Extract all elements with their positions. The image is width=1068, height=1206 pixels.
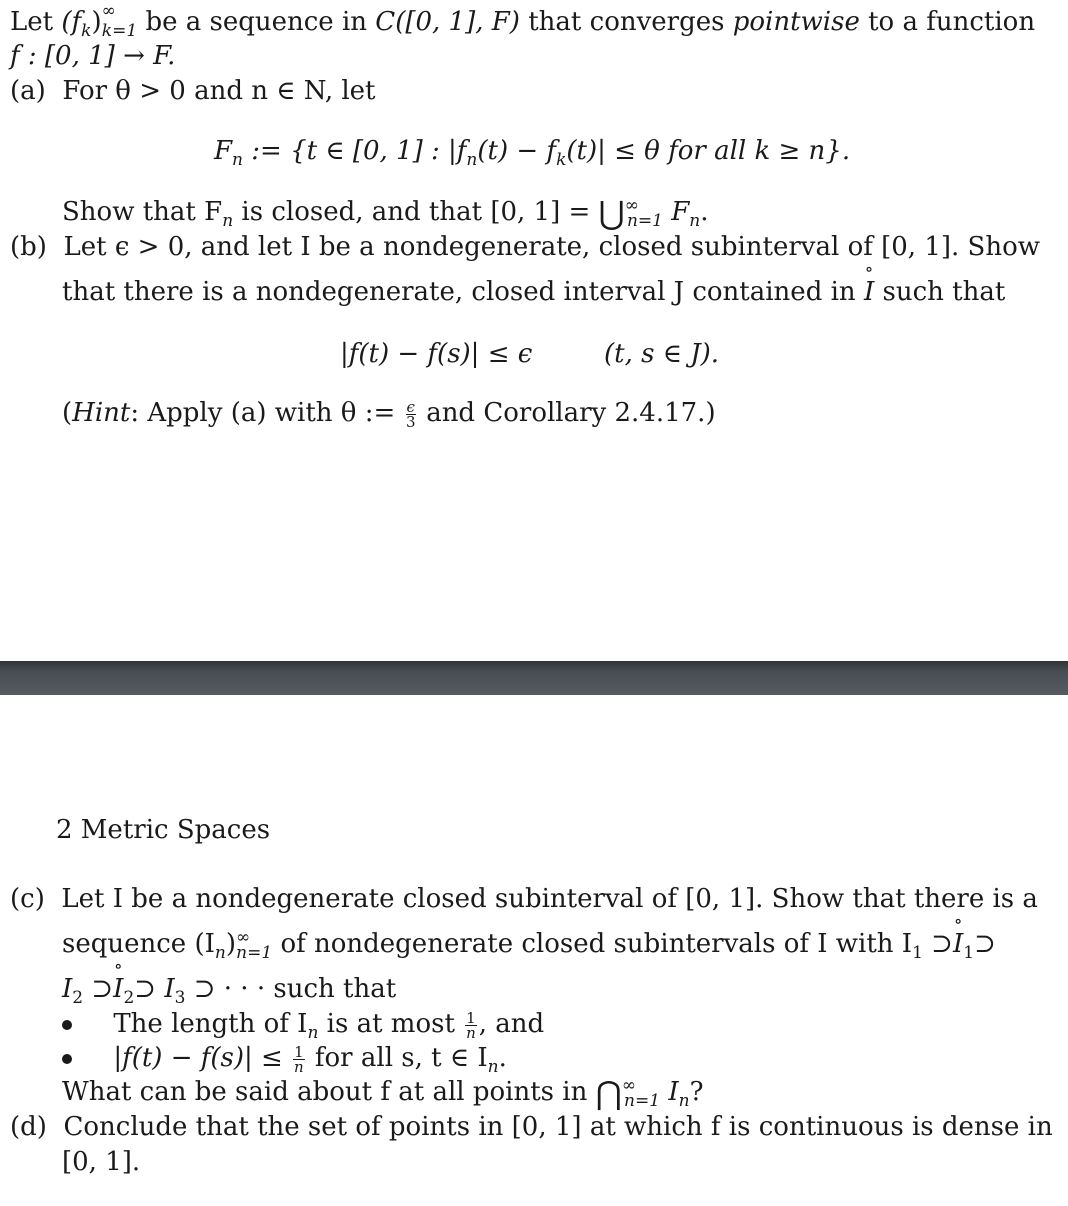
screenshot-divider bbox=[0, 661, 1068, 695]
part-d-label: (d) bbox=[10, 1112, 47, 1142]
part-a-line: (a) For θ > 0 and n ∈ N, let bbox=[10, 76, 376, 106]
part-b-hint: (Hint: Apply (a) with θ := $\frac{\epsilon}{3}$ and Corollary 2.4.17.) bbox=[62, 397, 716, 431]
part-b-line-2: that there is a nondegenerate, closed interval J contained in ∘ I such that bbox=[62, 276, 1005, 308]
part-b-line-1: (b) Let ϵ > 0, and let I be a nondegenerate, closed subinterval of [0, 1]. Show bbox=[10, 232, 1041, 262]
part-d-line-1: (d) Conclude that the set of points in [0, 1] at which f is continuous is dense in bbox=[10, 1112, 1053, 1142]
part-c-line-1: (c) Let I be a nondegenerate closed subinterval of [0, 1]. Show that there is a bbox=[10, 884, 1038, 914]
intro-line-2: f : [0, 1] → F. bbox=[10, 41, 176, 71]
part-b-display-left: |f(t) − f(s)| ≤ ϵ bbox=[340, 339, 533, 369]
part-a-label: (a) bbox=[10, 76, 46, 106]
part-c-bullet-1: The length of $I_n$ is at most $\frac{1}{n}$ , and bbox=[62, 1008, 544, 1040]
part-b-display-right: (t, s ∈ J). bbox=[604, 339, 720, 369]
bullet-icon bbox=[62, 1020, 72, 1030]
part-a-display: $F_n$ := {t ∈ [0, 1] : $|f_n(t) - f_k(t)| \le \theta$ for all k ≥ n}. bbox=[214, 136, 851, 171]
part-c-bullet-2: |f(t) − f(s)| ≤ $\frac{1}{n}$ for all s, t ∈ $I_n$. bbox=[62, 1042, 507, 1074]
part-b-label: (b) bbox=[10, 232, 47, 262]
part-d-line-2: [0, 1]. bbox=[62, 1147, 141, 1177]
part-a-show: Show that $F_n$ is closed, and that [0, $1] = ⋃^\infty_{n=1}$ $F_n$. bbox=[62, 194, 709, 232]
part-c-question: What can be said about f at all points in $⋂^\infty_{n=1}$ $I_n$? bbox=[62, 1074, 704, 1112]
bullet-icon bbox=[62, 1054, 72, 1064]
part-c-line-3: $I_2$ ⊃∘ $I_2⊃$ $I_3$ ⊃ · · · such that bbox=[62, 973, 396, 1005]
part-c-line-2: sequence $(I_n)^\infty_{n=1}$ of nondegenerate closed subintervals of I with $I_1$ ⊃∘ $I_1⊃$ bbox=[62, 928, 996, 960]
page-header: 2 Metric Spaces bbox=[56, 815, 271, 845]
part-c-label: (c) bbox=[10, 884, 45, 914]
intro-line-1: Let $(f_k)^\infty_{k=1}$ be a sequence in C([0, 1], F) that converges pointwise to a function bbox=[10, 1, 1036, 42]
